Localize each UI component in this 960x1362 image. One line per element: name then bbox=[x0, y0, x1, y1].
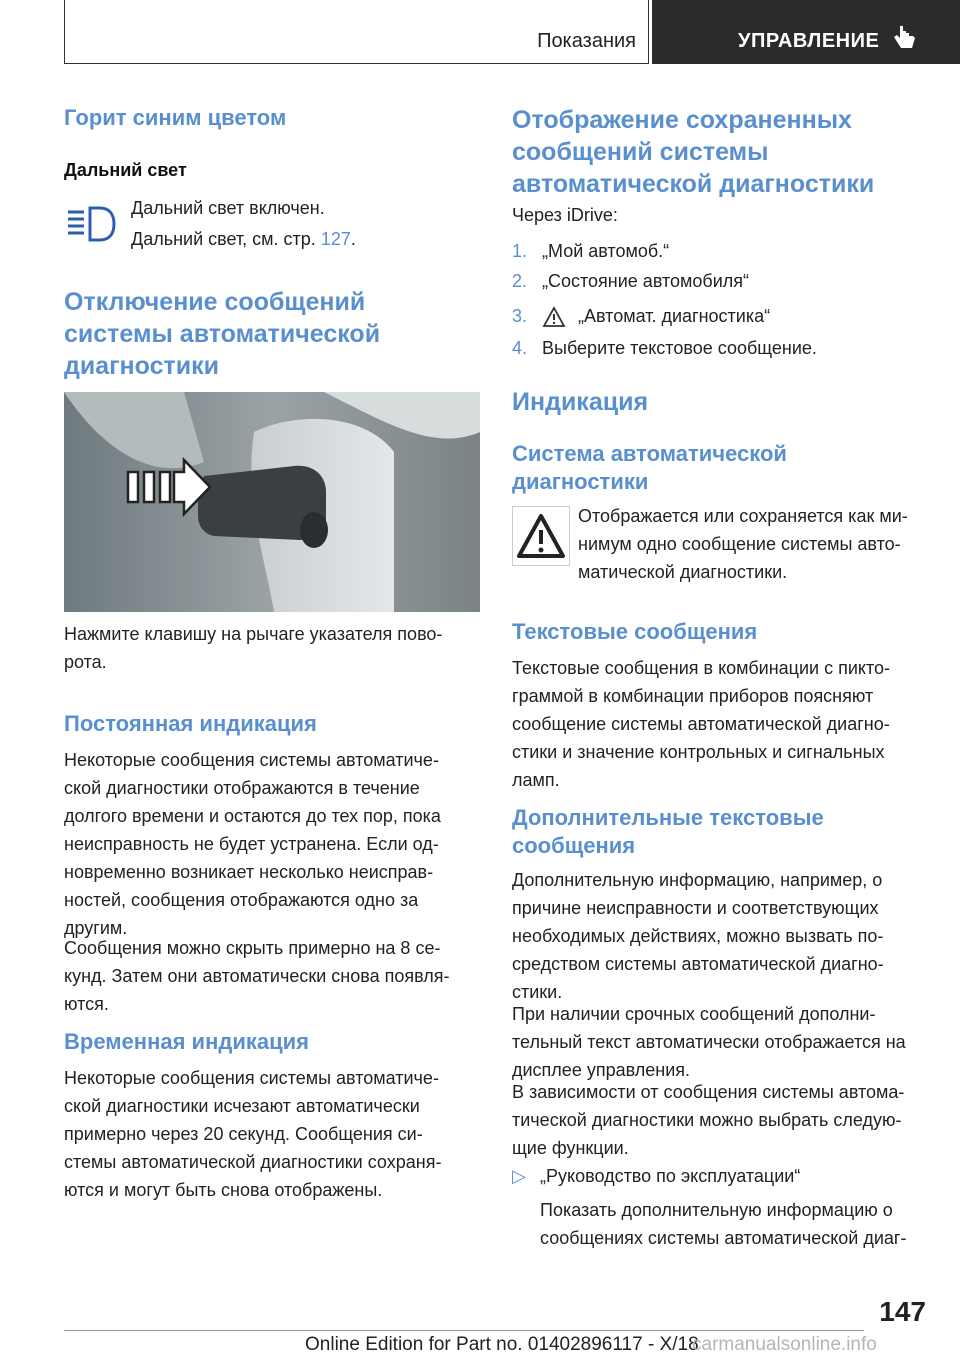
text-line: средством системы автоматической диагно- bbox=[512, 954, 884, 974]
header-section-title: Показания bbox=[537, 30, 636, 52]
step-number: 2. bbox=[512, 271, 528, 291]
footer-divider bbox=[64, 1330, 864, 1331]
heading-line: автоматической диагностики bbox=[512, 170, 875, 198]
text-line: нимум одно сообщение системы авто- bbox=[578, 534, 901, 554]
text-messages-paragraph bbox=[512, 654, 890, 794]
subheading-high-beam: Дальний свет bbox=[64, 160, 187, 180]
heading-blue-light: Горит синим цветом bbox=[64, 105, 287, 130]
step-4 bbox=[512, 338, 912, 366]
step-2 bbox=[512, 271, 912, 299]
warning-triangle-icon bbox=[542, 306, 566, 328]
bullet-title[interactable]: „Руководство по эксплуатации“ bbox=[540, 1166, 801, 1186]
text-line: тельный текст автоматически отображается на bbox=[512, 1032, 906, 1052]
text-line: новременно возникает несколько неисправ- bbox=[64, 862, 434, 882]
high-beam-on-text: Дальний свет включен. bbox=[131, 198, 325, 218]
text-line: матической диагностики. bbox=[578, 562, 788, 582]
caption-line: рота. bbox=[64, 652, 107, 672]
heading-line: Дополнительные текстовые bbox=[512, 805, 824, 830]
heading-text-messages: Текстовые сообщения bbox=[512, 619, 758, 644]
text-line: ламп. bbox=[512, 770, 560, 790]
footer-edition: Online Edition for Part no. 01402896117 - X/18 bbox=[305, 1334, 699, 1355]
image-caption bbox=[64, 620, 442, 676]
text-line: примерно через 20 секунд. Сообщения си- bbox=[64, 1124, 423, 1144]
high-beam-ref-dot: . bbox=[350, 229, 356, 249]
header-chapter-title: УПРАВЛЕНИЕ bbox=[738, 30, 880, 52]
text-line: ются. bbox=[64, 994, 109, 1014]
step-3 bbox=[512, 306, 912, 334]
text-line: сообщениях системы автоматической диаг- bbox=[540, 1228, 907, 1248]
step-number: 1. bbox=[512, 241, 528, 261]
text-line: стики и значение контрольных и сигнальных bbox=[512, 742, 885, 762]
text-line: Некоторые сообщения системы автоматиче- bbox=[64, 750, 439, 770]
text-line: граммой в комбинации приборов поясняют bbox=[512, 686, 874, 706]
text-line: Некоторые сообщения системы автоматиче- bbox=[64, 1068, 439, 1088]
heading-line: Система автоматической bbox=[512, 441, 787, 466]
text-line: При наличии срочных сообщений дополни- bbox=[512, 1004, 876, 1024]
text-line: ской диагностики отображаются в течение bbox=[64, 778, 420, 798]
heading-line: системы автоматической bbox=[64, 320, 381, 348]
heading-line: диагностики bbox=[64, 352, 219, 380]
text-line: неисправность не будет устранена. Если од- bbox=[64, 834, 439, 854]
temporary-paragraph bbox=[64, 1064, 441, 1204]
warning-description bbox=[578, 502, 908, 586]
text-line: ностей, сообщения отображаются одно за bbox=[64, 890, 419, 910]
heading-disable-messages bbox=[64, 286, 380, 382]
heading-temporary-indication: Временная индикация bbox=[64, 1029, 309, 1054]
high-beam-icon bbox=[64, 204, 120, 244]
footer-watermark: carmanualsonline.info bbox=[692, 1334, 877, 1355]
step-text[interactable]: „Мой автомоб.“ bbox=[542, 241, 670, 261]
permanent-paragraph-2 bbox=[64, 934, 450, 1018]
text-line: стики. bbox=[512, 982, 563, 1002]
heading-system-diagnostics bbox=[512, 440, 787, 496]
text-line: Текстовые сообщения в комбинации с пикто- bbox=[512, 658, 891, 678]
text-line: Отображается или сохраняется как ми- bbox=[578, 506, 908, 526]
additional-paragraph-3 bbox=[512, 1078, 904, 1162]
step-text[interactable]: „Автомат. диагностика“ bbox=[578, 306, 771, 326]
bullet-marker-icon: ▷ bbox=[512, 1166, 526, 1186]
additional-paragraph-1 bbox=[512, 866, 884, 1006]
text-line: необходимых действиях, можно вызвать по- bbox=[512, 926, 884, 946]
page-number: 147 bbox=[879, 1296, 926, 1327]
step-1 bbox=[512, 241, 912, 269]
page-127-link[interactable]: 127 bbox=[320, 229, 351, 249]
via-idrive-text: Через iDrive: bbox=[512, 205, 618, 225]
heading-line: Отображение сохраненных bbox=[512, 106, 852, 134]
step-number: 3. bbox=[512, 306, 528, 326]
header-section-box bbox=[64, 0, 649, 64]
heading-permanent-indication: Постоянная индикация bbox=[64, 711, 317, 736]
text-line: тической диагностики можно выбрать следую- bbox=[512, 1110, 902, 1130]
turn-signal-lever-illustration bbox=[64, 392, 480, 612]
permanent-paragraph-1 bbox=[64, 746, 441, 942]
caption-line: Нажмите клавишу на рычаге указателя пово- bbox=[64, 624, 443, 644]
text-line: причине неисправности и соответствующих bbox=[512, 898, 879, 918]
high-beam-ref-text: Дальний свет, см. стр. bbox=[131, 229, 316, 249]
step-number: 4. bbox=[512, 338, 528, 358]
heading-saved-messages bbox=[512, 104, 874, 200]
text-line: ются и могут быть снова отображены. bbox=[64, 1180, 383, 1200]
header-chapter-box bbox=[652, 0, 960, 64]
heading-line: сообщения bbox=[512, 833, 636, 858]
text-line: другим. bbox=[64, 918, 128, 938]
high-beam-ref bbox=[131, 225, 356, 253]
pointing-hand-icon bbox=[892, 24, 918, 52]
heading-line: Отключение сообщений bbox=[64, 288, 366, 316]
heading-line: сообщений системы bbox=[512, 138, 769, 166]
warning-triangle-icon bbox=[512, 506, 570, 566]
additional-paragraph-2 bbox=[512, 1000, 906, 1084]
text-line: щие функции. bbox=[512, 1138, 629, 1158]
text-line: Сообщения можно скрыть примерно на 8 се- bbox=[64, 938, 441, 958]
text-line: кунд. Затем они автоматически снова появля- bbox=[64, 966, 450, 986]
text-line: долгого времени и остаются до тех пор, пока bbox=[64, 806, 441, 826]
text-line: стемы автоматической диагностики сохраня- bbox=[64, 1152, 442, 1172]
step-text[interactable]: „Состояние автомобиля“ bbox=[542, 271, 750, 291]
text-line: В зависимости от сообщения системы автома- bbox=[512, 1082, 905, 1102]
bullet-description bbox=[540, 1196, 907, 1252]
text-line: дисплее управления. bbox=[512, 1060, 691, 1080]
text-line: сообщение системы автоматической диагно- bbox=[512, 714, 890, 734]
heading-additional-text-messages bbox=[512, 804, 824, 860]
text-line: ской диагностики исчезают автоматически bbox=[64, 1096, 420, 1116]
heading-indication: Индикация bbox=[512, 388, 649, 416]
step-text: Выберите текстовое сообщение. bbox=[542, 338, 817, 358]
text-line: Дополнительную информацию, например, о bbox=[512, 870, 883, 890]
heading-line: диагностики bbox=[512, 469, 649, 494]
text-line: Показать дополнительную информацию о bbox=[540, 1200, 893, 1220]
